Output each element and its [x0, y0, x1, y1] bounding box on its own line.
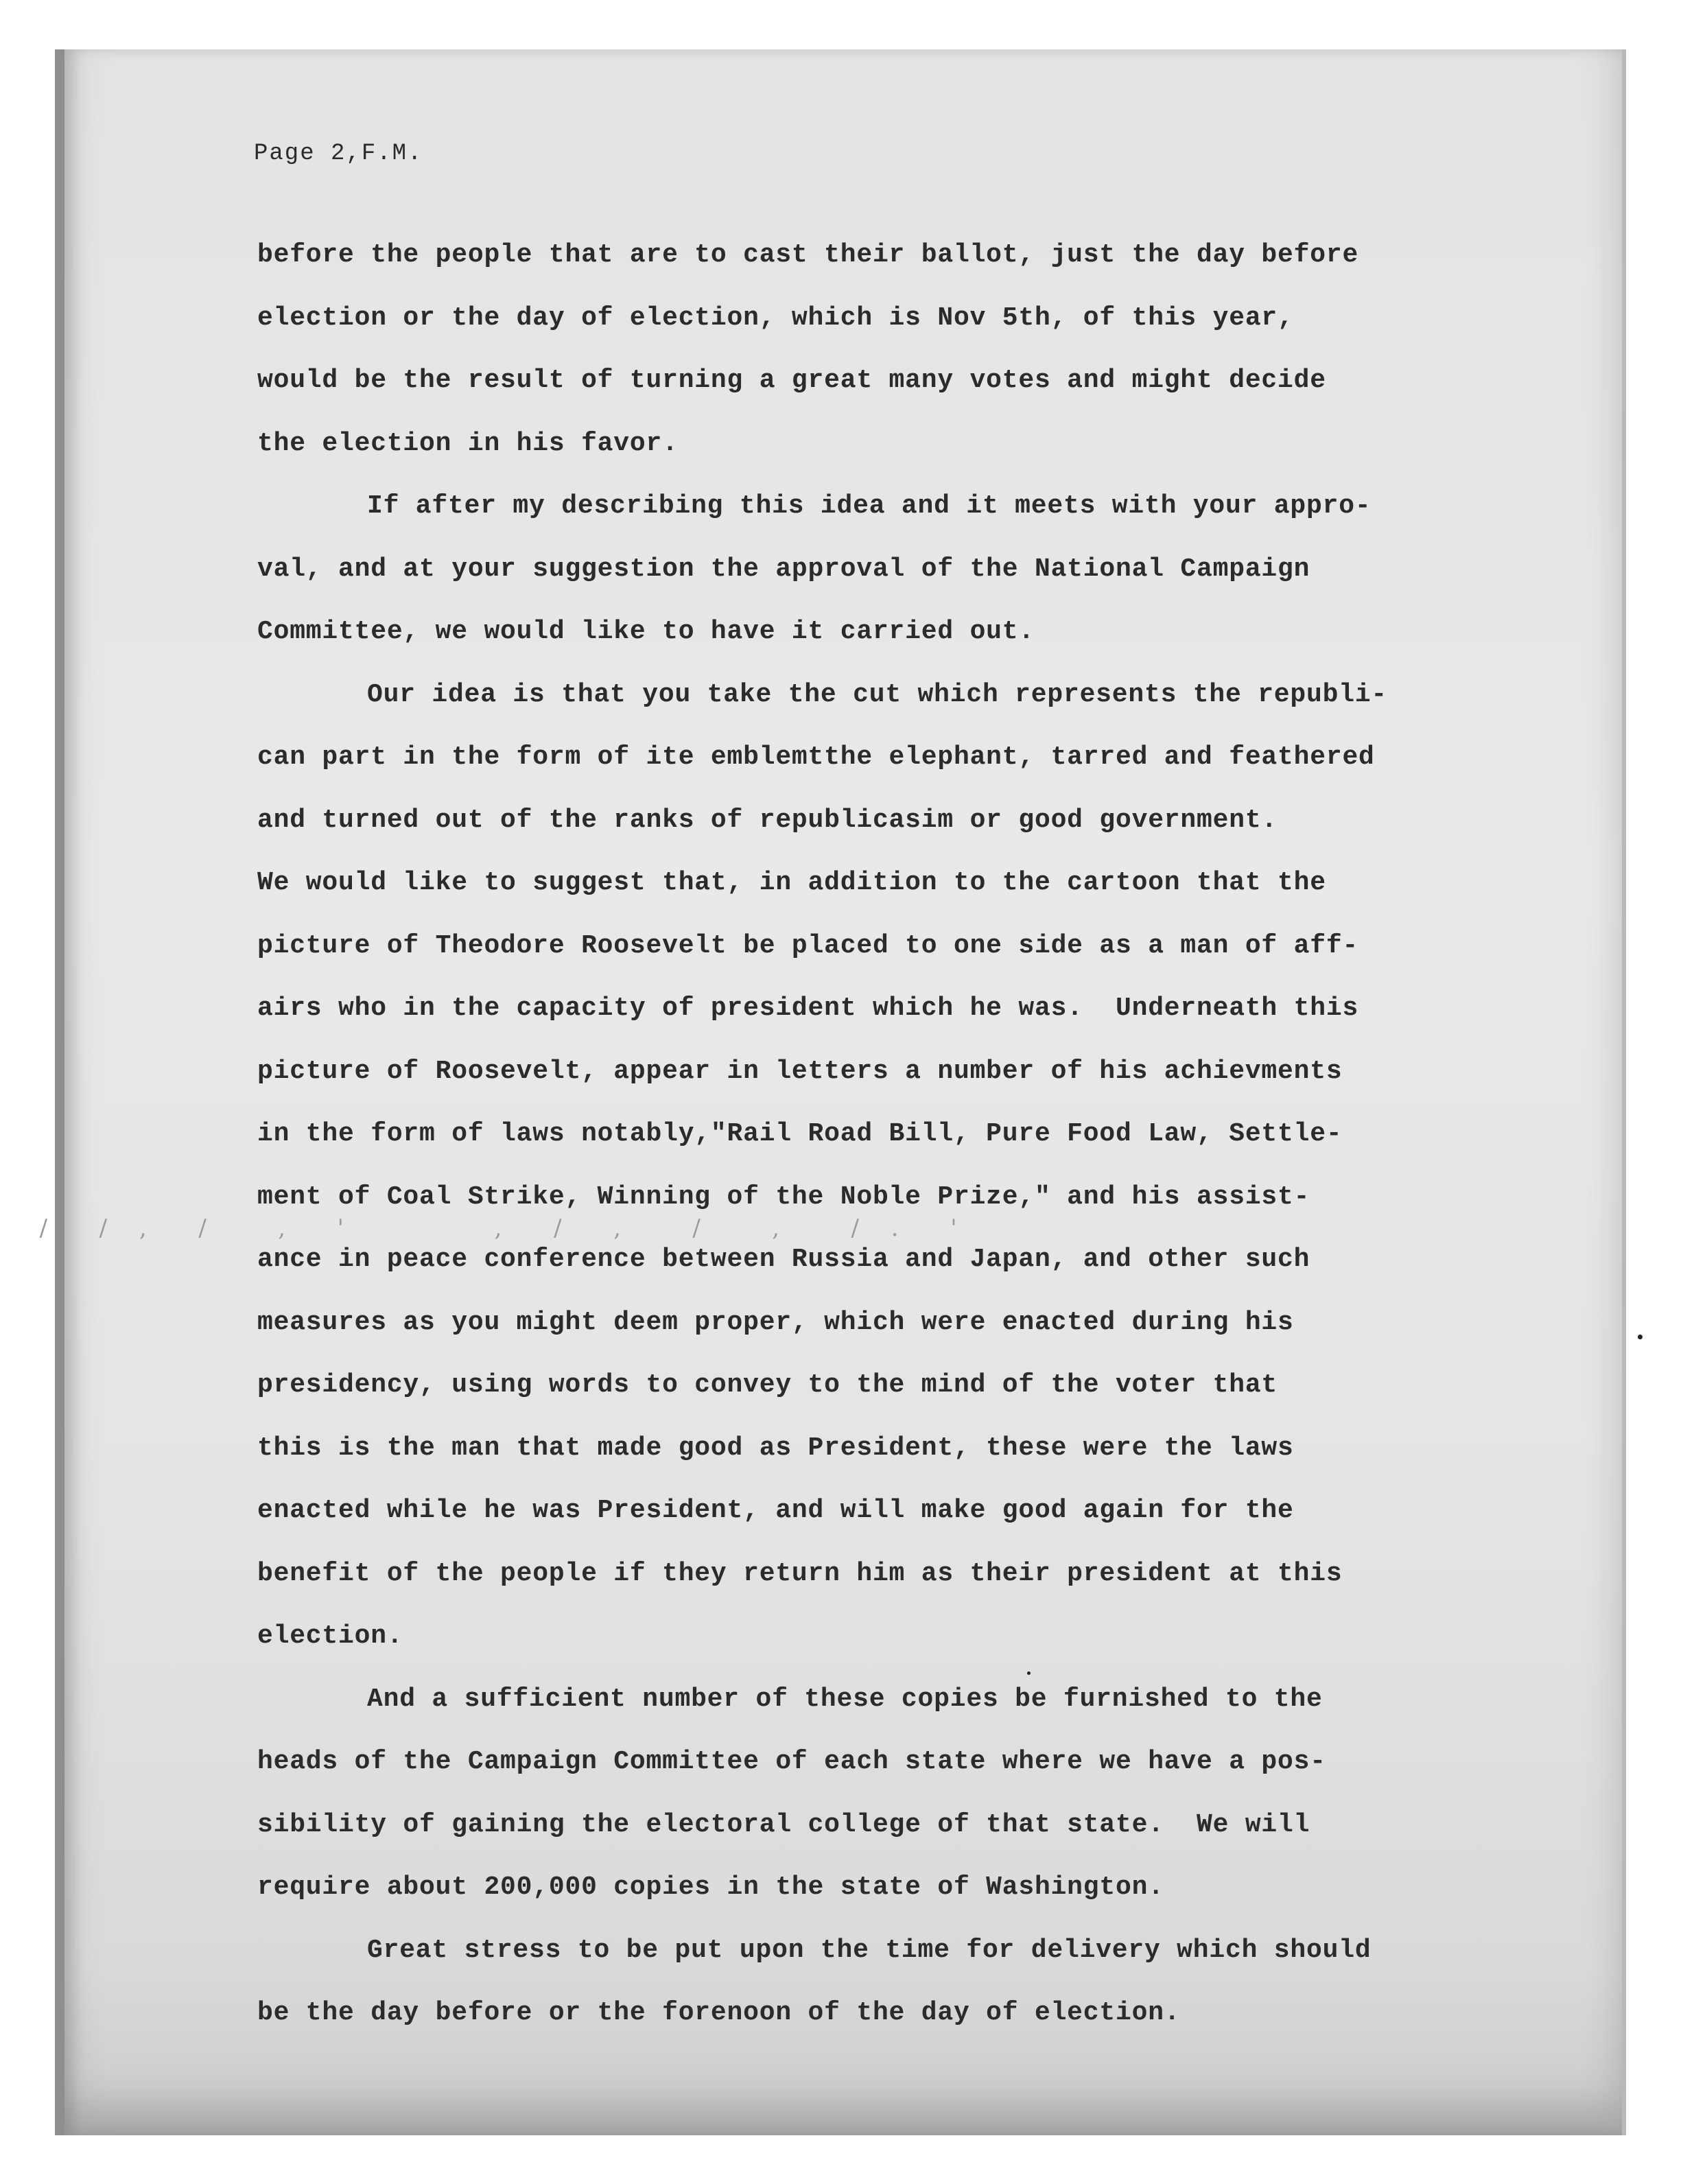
text-line: Committee, we would like to have it carried out. — [257, 617, 1035, 646]
text-line: Great stress to be put upon the time for delivery which should — [367, 1935, 1372, 1965]
text-line: picture of Theodore Roosevelt be placed to one side as a man of aff- — [257, 930, 1359, 961]
text-line: sibility of gaining the electoral college of that state. We will — [257, 1809, 1310, 1840]
bleed-through-marks: / / , / , ' , / , / , / . ' — [0, 1214, 969, 1242]
text-line: and turned out of the ranks of republicasim or good government. — [257, 805, 1278, 835]
text-line: can part in the form of ite emblemtthe elephant, tarred and feathered — [257, 742, 1375, 772]
ink-dot — [1638, 1335, 1643, 1339]
text-line: And a sufficient number of these copies be furnished to the — [367, 1684, 1323, 1714]
text-line: be the day before or the forenoon of the day of election. — [257, 1998, 1181, 2028]
text-line: Our idea is that you take the cut which represents the republi- — [367, 679, 1388, 709]
letter-body — [257, 235, 1520, 2056]
text-line: before the people that are to cast their ballot, just the day before — [257, 240, 1359, 270]
text-line: If after my describing this idea and it meets with your appro- — [367, 491, 1372, 521]
text-line: val, and at your suggestion the approval of the National Campaign — [257, 554, 1310, 584]
text-line: ance in peace conference between Russia and Japan, and other such — [257, 1245, 1310, 1274]
text-line: election or the day of election, which is Nov 5th, of this year, — [257, 303, 1294, 333]
text-line: enacted while he was President, and will make good again for the — [257, 1496, 1294, 1525]
text-line: the election in his favor. — [257, 428, 679, 458]
ink-dot — [1027, 1671, 1031, 1675]
text-line: this is the man that made good as President, these were the laws — [257, 1433, 1294, 1463]
text-line: would be the result of turning a great many votes and might decide — [257, 366, 1326, 395]
text-line: benefit of the people if they return him as their president at this — [257, 1558, 1343, 1588]
text-line: ment of Coal Strike, Winning of the Noble Prize," and his assist- — [257, 1182, 1310, 1212]
text-line: picture of Roosevelt, appear in letters a number of his achievments — [257, 1056, 1343, 1086]
text-line: airs who in the capacity of president which he was. Underneath this — [257, 994, 1359, 1023]
text-line: in the form of laws notably,"Rail Road Bill, Pure Food Law, Settle- — [257, 1119, 1343, 1149]
text-line: heads of the Campaign Committee of each state where we have a pos- — [257, 1747, 1326, 1776]
text-line: require about 200,000 copies in the state of Washington. — [257, 1872, 1164, 1902]
page-header: Page 2,F.M. — [254, 141, 423, 167]
text-line: measures as you might deem proper, which were enacted during his — [257, 1307, 1294, 1337]
text-line: election. — [257, 1621, 403, 1651]
text-line: presidency, using words to convey to the mind of the voter that — [257, 1370, 1278, 1400]
text-line: We would like to suggest that, in addition to the cartoon that the — [257, 868, 1326, 897]
